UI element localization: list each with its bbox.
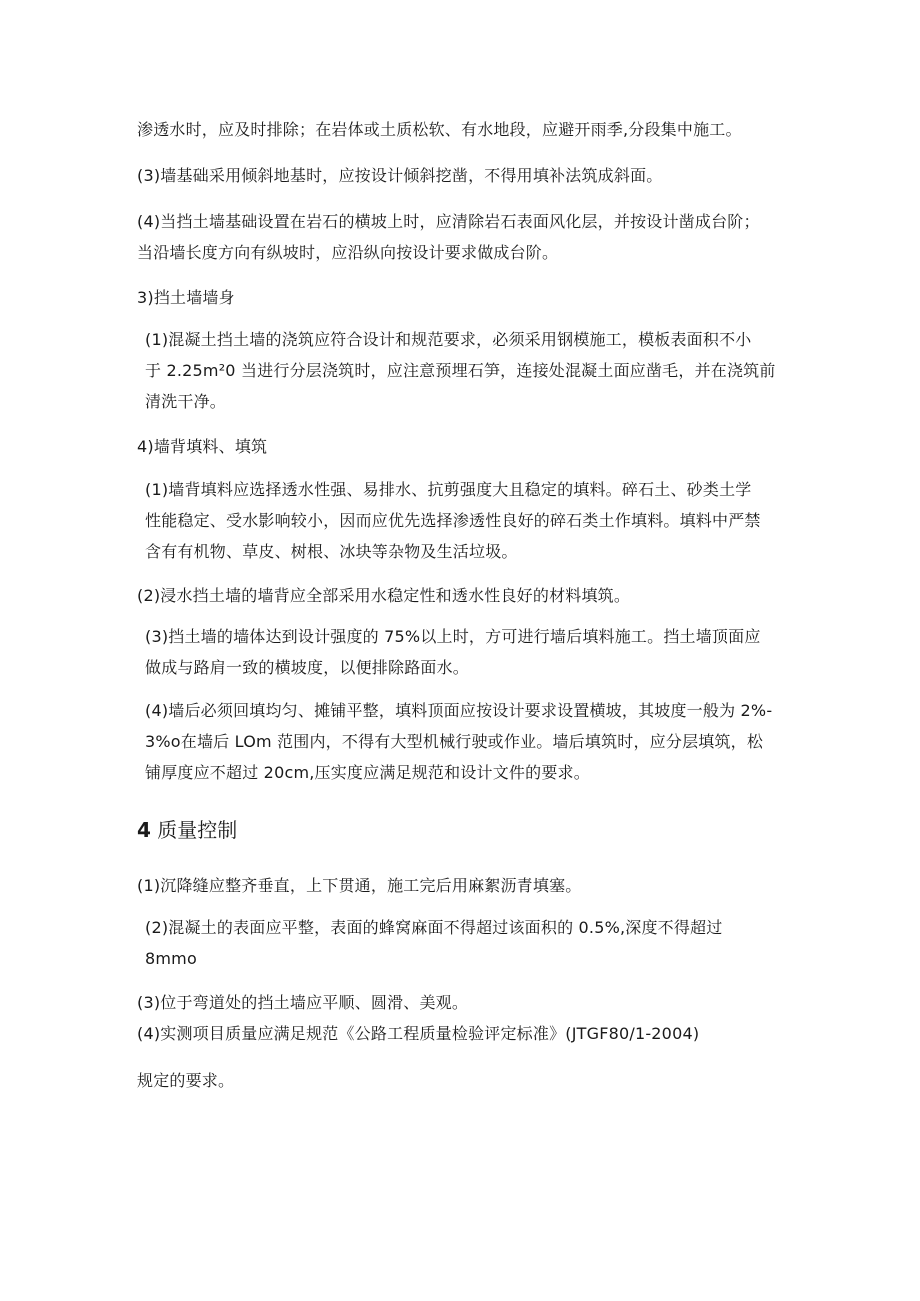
text-line: 做成与路肩一致的横坡度，以便排除路面水。 — [145, 658, 470, 677]
text-line: (2)浸水挡土墙的墙背应全部采用水稳定性和透水性良好的材料填筑。 — [137, 586, 631, 605]
text-line: (3)墙基础采用倾斜地基时，应按设计倾斜挖凿，不得用填补法筑成斜面。 — [137, 166, 663, 185]
paragraph-design-strength — [145, 621, 787, 683]
paragraph-requirements — [137, 1065, 787, 1096]
paragraph-submerged-wall — [137, 580, 787, 611]
text-line: 规定的要求。 — [137, 1071, 235, 1090]
section-heading-quality-control — [137, 815, 237, 845]
text-line: (4)当挡土墙基础设置在岩石的横坡上时，应清除岩石表面风化层，并按设计凿成台阶； — [137, 212, 760, 231]
text-line: 于 2.25m²0 当进行分层浇筑时，应注意预埋石笋，连接处混凝土面应凿毛，并在浇筑前 — [145, 361, 776, 380]
text-line: (2)混凝土的表面应平整，表面的蜂窝麻面不得超过该面积的 0.5%,深度不得超过 — [145, 918, 723, 937]
text-line: 清洗干净。 — [145, 392, 227, 411]
text-line: 当沿墙长度方向有纵坡时，应沿纵向按设计要求做成台阶。 — [137, 243, 559, 262]
section-title: 质量控制 — [157, 818, 238, 842]
paragraph-backfill-compaction — [145, 695, 787, 788]
paragraph-backfill-material — [145, 474, 787, 567]
heading-text: 4)墙背填料、填筑 — [137, 437, 268, 456]
paragraph-inclined-foundation — [137, 160, 787, 191]
paragraph-concrete-pouring — [145, 324, 787, 417]
heading-wall-body — [137, 282, 787, 313]
text-line: (1)混凝土挡土墙的浇筑应符合设计和规范要求，必须采用钢模施工，模板表面积不小 — [145, 330, 752, 349]
text-line: (1)沉降缝应整齐垂直，上下贯通，施工完后用麻絮沥青填塞。 — [137, 876, 582, 895]
text-line: 性能稳定、受水影响较小，因而应优先选择渗透性良好的碎石类土作填料。填料中严禁 — [145, 511, 761, 530]
text-line: (3)挡土墙的墙体达到设计强度的 75%以上时，方可进行墙后填料施工。挡土墙顶面应 — [145, 627, 761, 646]
text-line: 含有有机物、草皮、树根、冰块等杂物及生活垃圾。 — [145, 542, 518, 561]
paragraph-measured-items — [137, 1018, 787, 1049]
heading-backfill — [137, 431, 787, 462]
paragraph-curved-wall — [137, 987, 787, 1018]
paragraph-seepage — [137, 114, 787, 145]
paragraph-concrete-surface — [145, 912, 787, 974]
text-line: (4)墙后必须回填均匀、摊铺平整，填料顶面应按设计要求设置横坡，其坡度一般为 2%- — [145, 701, 773, 720]
heading-text: 3)挡土墙墙身 — [137, 288, 235, 307]
text-line: 3%o在墙后 LOm 范围内，不得有大型机械行驶或作业。墙后填筑时，应分层填筑，松 — [145, 732, 764, 751]
paragraph-settlement-joint — [137, 870, 787, 901]
text-line: 8mmo — [145, 949, 197, 968]
text-line: (1)墙背填料应选择透水性强、易排水、抗剪强度大且稳定的填料。碎石土、砂类土学 — [145, 480, 752, 499]
text-line: (4)实测项目质量应满足规范《公路工程质量检验评定标准》(JTGF80/1-2004) — [137, 1024, 700, 1043]
section-number: 4 — [137, 818, 151, 842]
text-line: 渗透水时，应及时排除；在岩体或土质松软、有水地段，应避开雨季,分段集中施工。 — [137, 120, 742, 139]
paragraph-rock-slope — [137, 206, 787, 268]
text-line: (3)位于弯道处的挡土墙应平顺、圆滑、美观。 — [137, 993, 469, 1012]
text-line: 铺厚度应不超过 20cm,压实度应满足规范和设计文件的要求。 — [145, 763, 590, 782]
